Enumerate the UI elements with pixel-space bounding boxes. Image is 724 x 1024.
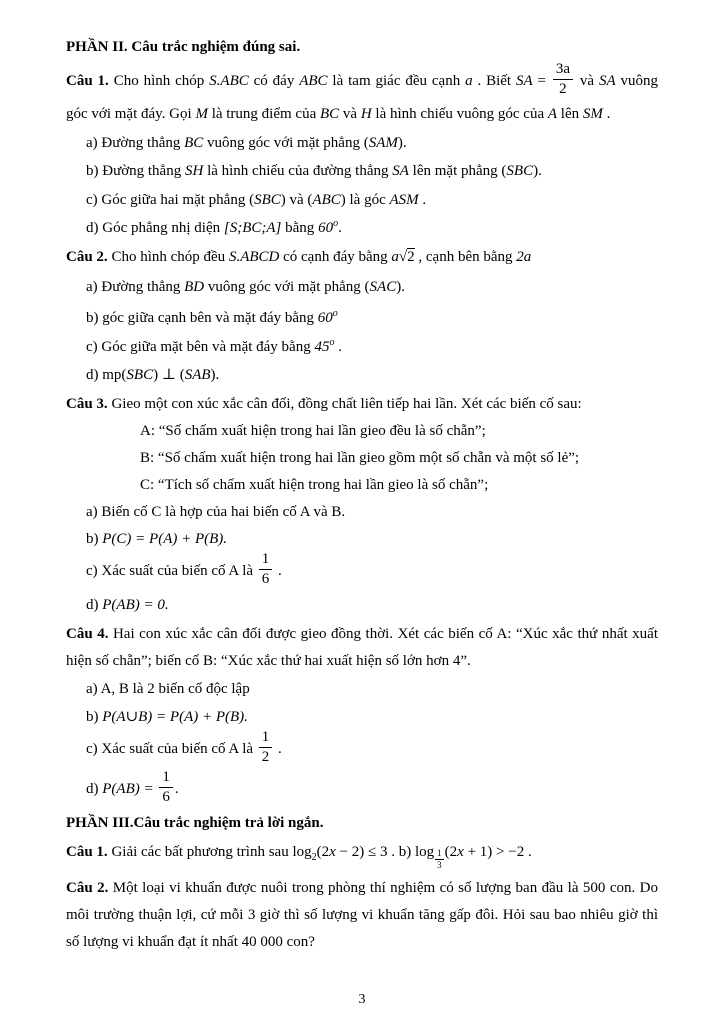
text-run: vuông góc với mặt phẳng ( — [203, 134, 369, 151]
q2-item-c — [66, 334, 658, 361]
text-run: a) Biến cố C là hợp của hai biến cố A và B. — [86, 503, 346, 520]
q3-item-a — [66, 499, 658, 526]
math-run: S.ABC — [209, 73, 249, 90]
q2-item-b — [66, 305, 658, 332]
text-run: d) — [86, 597, 103, 613]
text-run: a) A, B là 2 biến cố độc lập — [86, 681, 250, 697]
text-run: Hai con xúc xắc cân đối được gieo đồng thời. Xét các biến cố A: “Xúc xắc thứ nhất xuất hiện số chẵn”; biến cố B: “Xúc xắc thứ hai xuất hiện số lớn hơn 4”. — [66, 626, 658, 669]
math-run: a — [391, 248, 399, 265]
text-run: B: “Số chấm xuất hiện trong hai lần gieo gồm một số chẵn và một số lẻ”; — [140, 449, 580, 466]
fraction: $\frac{1}{6}$ — [257, 551, 275, 589]
math-run: 60 — [317, 309, 333, 326]
text-run: vuông góc với mặt phẳng ( — [204, 278, 370, 295]
math-run: P(C) = P(A) + P(B). — [102, 530, 228, 547]
text-run: lên mặt phẳng ( — [408, 162, 507, 179]
text-run: c) Góc giữa mặt bên và mặt đáy bằng — [86, 338, 315, 355]
math-run: 60 — [318, 219, 334, 236]
bold-text-run: Câu 4. — [66, 626, 109, 642]
document-body — [66, 34, 658, 956]
text-run: lên — [557, 105, 583, 122]
text-run: b) Đường thẳng — [86, 162, 185, 179]
math-run: A — [547, 105, 558, 122]
text-run: = — [532, 73, 551, 90]
text-run: o — [333, 217, 339, 229]
text-run: 2 — [311, 852, 317, 863]
text-run: có đáy — [248, 73, 300, 90]
math-run: SAM — [368, 134, 398, 151]
text-run: là hình chiếu vuông góc của — [371, 105, 548, 122]
bold-text-run: Câu 3. — [66, 395, 108, 412]
math-run: SAB — [184, 366, 211, 383]
q4-item-c — [66, 731, 658, 769]
q4-statement — [66, 621, 658, 675]
text-run: a) Đường thẳng — [86, 278, 185, 295]
math-run: a — [465, 73, 473, 90]
fraction: $\frac{1}{6}$ — [157, 769, 175, 807]
math-run: 2a — [516, 248, 532, 265]
text-run: (2 — [444, 844, 458, 860]
math-run: SA — [392, 162, 409, 179]
q3-event-a — [66, 418, 658, 445]
math-run: x — [329, 844, 336, 860]
text-run: o — [329, 336, 335, 348]
text-run: c) Góc giữa hai mặt phẳng ( — [86, 191, 255, 208]
text-run: . — [174, 780, 179, 797]
math-run: ABC — [299, 73, 328, 90]
text-run: a) Đường thẳng — [86, 134, 185, 151]
text-run: Cho hình chóp đều — [107, 248, 229, 265]
bold-text-run: Câu 2. — [66, 248, 108, 265]
math-run: SAC — [369, 278, 397, 295]
text-run: + 1) > −2 . — [463, 844, 532, 860]
math-run: SA — [515, 73, 533, 90]
q3-item-d — [66, 592, 658, 619]
p3-q1-statement — [66, 839, 658, 871]
math-run: SH — [184, 162, 204, 179]
text-run: A: “Số chấm xuất hiện trong hai lần gieo đều là số chẵn”; — [140, 422, 486, 439]
text-run: Cho hình chóp — [108, 73, 210, 90]
text-run: . — [338, 219, 342, 236]
text-run: và — [575, 73, 599, 90]
math-run: BC — [319, 105, 340, 122]
q1-item-a — [66, 130, 658, 157]
text-run: ) ⊥ ( — [153, 366, 185, 383]
text-run: c) Xác suất của biến cố A là — [86, 562, 257, 579]
part-ii-heading — [66, 34, 658, 61]
bold-text-run: Câu 2. — [66, 879, 109, 896]
text-run: là hình chiếu của đường thẳng — [203, 162, 393, 179]
text-run: Giải các bất phương trình sau log — [107, 844, 312, 860]
text-run: PHẦN II. Câu trắc nghiệm đúng sai. — [66, 39, 301, 55]
math-run: H — [360, 105, 372, 122]
q1-statement — [66, 63, 658, 128]
text-run: Gieo một con xúc xắc cân đối, đồng chất liên tiếp hai lần. Xét các biến cố sau: — [107, 395, 582, 412]
q3-item-b — [66, 526, 658, 553]
q3-statement — [66, 391, 658, 418]
bold-text-run: Câu 1. — [66, 73, 109, 90]
text-run: ). — [397, 134, 407, 151]
sqrt-expression: √2 — [398, 248, 415, 265]
fraction-subscript: $\frac{1}{3}$ — [437, 848, 442, 870]
text-run: vuông góc với mặt đáy. Gọi — [66, 73, 658, 122]
math-run: SM — [582, 105, 603, 122]
bold-text-run: Câu 1. — [66, 844, 108, 860]
text-run: o — [332, 307, 338, 319]
text-run: . — [274, 562, 282, 579]
text-run: , cạnh bên bằng — [414, 248, 517, 265]
q3-event-b — [66, 445, 658, 472]
text-run: ). — [396, 278, 405, 295]
text-run: b) góc giữa cạnh bên và mặt đáy bằng — [86, 309, 318, 326]
fraction: $\frac{3a}{2}$ — [551, 61, 575, 99]
q4-item-b — [66, 704, 658, 731]
q3-event-c — [66, 472, 658, 499]
text-run: Một loại vi khuẩn được nuôi trong phòng thí nghiệm có số lượng ban đầu là 500 con. Do môi trường thuận lợi, cứ mỗi 3 giờ thì số lượng vi khuẩn tăng gấp đôi. Hỏi sau bao nhiêu giờ thì số lượng vi khuẩn đạt ít nhất 40 000 con? — [66, 879, 658, 950]
text-run: d) mp( — [86, 366, 127, 383]
math-run: P(AB) = — [102, 780, 158, 797]
page-number: 3 — [358, 992, 366, 1007]
math-run: [S;BC;A] — [223, 219, 282, 236]
q2-item-a — [66, 274, 658, 301]
text-run: PHẦN III.Câu trắc nghiệm trả lời ngắn. — [66, 815, 324, 831]
math-run: ABC — [312, 191, 341, 208]
math-run: BD — [184, 278, 205, 295]
text-run: . — [274, 741, 282, 758]
math-run: P(AB) = 0. — [102, 597, 169, 613]
q2-statement — [66, 244, 658, 271]
p3-q2-statement — [66, 875, 658, 956]
q3-item-c — [66, 550, 658, 591]
math-run: x — [457, 844, 464, 860]
text-run: d) Góc phẳng nhị diện — [86, 219, 224, 236]
part-iii-heading — [66, 810, 658, 837]
math-run: ASM — [389, 191, 419, 208]
text-run: ) và ( — [280, 191, 313, 208]
q4-item-d — [66, 768, 658, 809]
math-run: 45 — [314, 338, 330, 355]
q4-item-a — [66, 676, 658, 703]
fraction: $\frac{1}{2}$ — [257, 729, 275, 767]
math-run: BC — [184, 134, 204, 151]
math-run: SBC — [506, 162, 534, 179]
math-run: SBC — [126, 366, 154, 383]
text-run: ) là góc — [340, 191, 390, 208]
math-run: SBC — [254, 191, 281, 208]
text-run: là trung điểm của — [207, 105, 320, 122]
text-run: ). — [210, 366, 220, 383]
q1-item-b — [66, 158, 658, 185]
text-run: ). — [533, 162, 542, 179]
text-run: c) Xác suất của biến cố A là — [86, 741, 257, 758]
text-run: b) — [86, 530, 103, 547]
text-run: d) — [86, 780, 103, 797]
math-run: M — [195, 105, 208, 122]
text-run: là tam giác đều cạnh — [327, 73, 466, 90]
text-run: . — [602, 105, 611, 122]
math-run: P(A∪B) = P(A) + P(B). — [102, 709, 248, 725]
text-run: . — [418, 191, 427, 208]
text-run: C: “Tích số chấm xuất hiện trong hai lần gieo là số chẵn”; — [140, 476, 489, 493]
text-run: − 2) ≤ 3 . b) log — [335, 844, 435, 860]
text-run: (2 — [316, 844, 330, 860]
text-run: bằng — [281, 219, 319, 236]
math-run: S.ABCD — [228, 248, 280, 265]
q1-item-c — [66, 187, 658, 214]
q2-item-d — [66, 362, 658, 389]
text-run: . Biết — [472, 73, 516, 90]
q1-item-d — [66, 215, 658, 242]
math-run: SA — [598, 73, 616, 90]
text-run: . — [334, 338, 342, 355]
text-run: b) — [86, 709, 103, 725]
text-run: và — [339, 105, 361, 122]
text-run: có cạnh đáy bằng — [279, 248, 392, 265]
